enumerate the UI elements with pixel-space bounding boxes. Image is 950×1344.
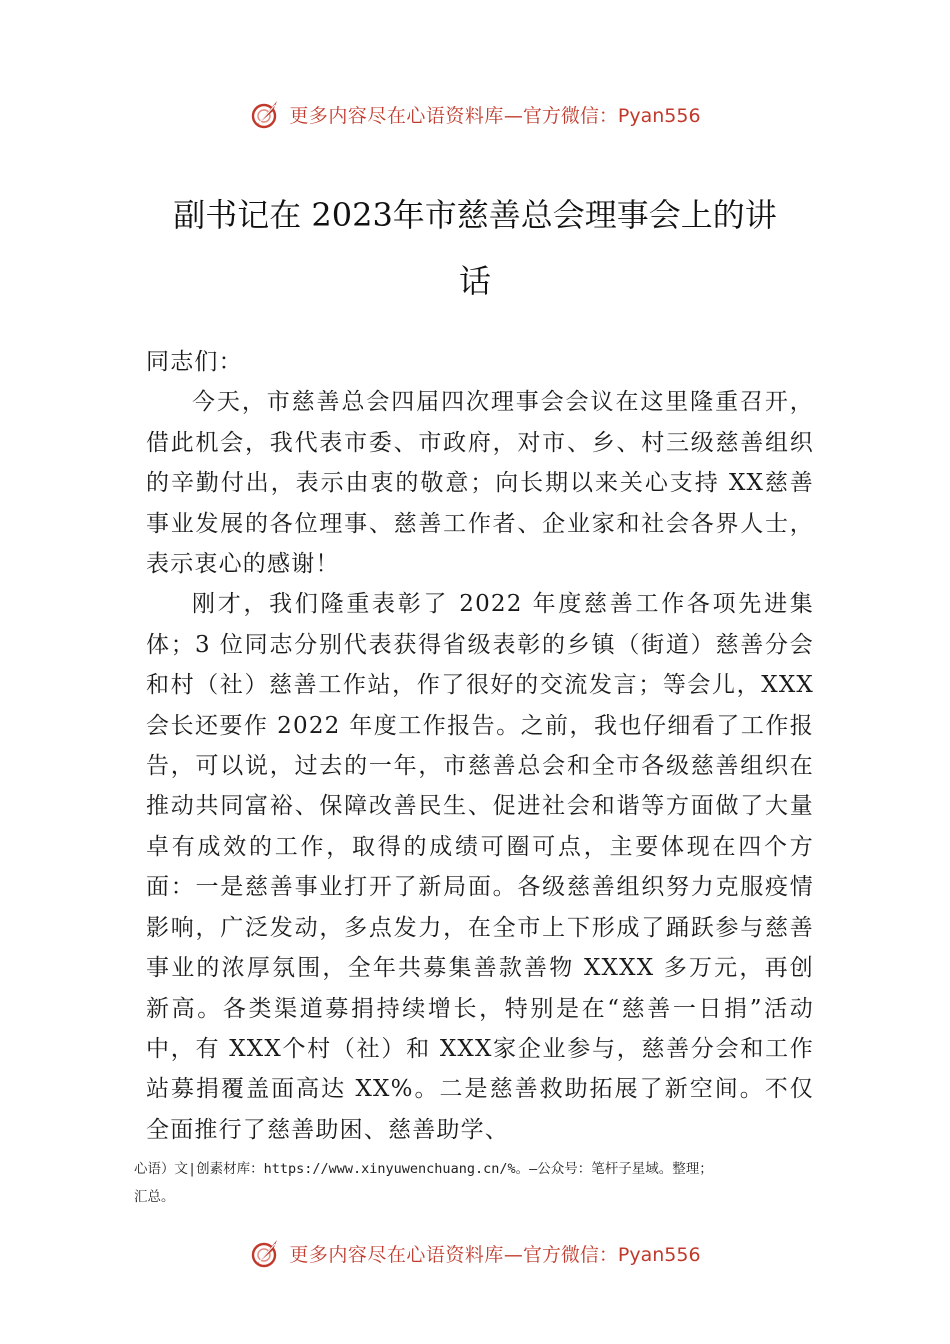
footer-banner — [0, 1233, 950, 1273]
footnote-line-2: 汇总。 — [134, 1189, 175, 1205]
source-footnote — [134, 1155, 834, 1211]
document-title — [120, 182, 830, 314]
footnote-line-1: 心语）文|创素材库：https://www.xinyuwenchuang.cn/%。—公众号：笔杆子星域。整理； — [134, 1161, 713, 1177]
quill-logo-icon — [249, 1236, 283, 1270]
brand-text: 更多内容尽在心语资料库 — [289, 104, 504, 127]
wechat-contact: —官方微信：Pyan556 — [503, 104, 701, 127]
paragraph-1: 今天，市慈善总会四届四次理事会会议在这里隆重召开，借此机会，我代表市委、市政府，对市、乡、村三级慈善组织的辛勤付出，表示由衷的敬意；向长期以来关心支持 XX慈善事业发展的各位理事、慈善工作者、企业家和社会各界人士，表示衷心的感谢！ — [146, 389, 814, 578]
brand-text: 更多内容尽在心语资料库 — [289, 1243, 504, 1266]
title-line-2: 话 — [458, 262, 491, 300]
wechat-contact: —官方微信：Pyan556 — [503, 1243, 701, 1266]
document-body — [146, 342, 814, 1150]
salutation: 同志们： — [146, 349, 243, 375]
header-banner — [0, 94, 950, 134]
paragraph-2: 刚才，我们隆重表彰了 2022 年度慈善工作各项先进集体；3 位同志分别代表获得省级表彰的乡镇（街道）慈善分会和村（社）慈善工作站，作了很好的交流发言；等会儿，XXX 会长还要作 2022 年度工作报告。之前，我也仔细看了工作报告，可以说，过去的一年，市慈善总会和全市各级慈善组织在推动共同富裕、保障改善民生、促进社会和谐等方面做了大量卓有成效的工作，取得的成绩可圈可点，主要体现在四个方面：一是慈善事业打开了新局面。各级慈善组织努力克服疫情影响，广泛发动，多点发力，在全市上下形成了踊跃参与慈善事业的浓厚氛围，全年共募集善款善物 XXXX 多万元，再创新高。各类渠道募捐持续增长，特别是在“慈善一日捐”活动中，有 XXX个村（社）和 XXX家企业参与，慈善分会和工作站募捐覆盖面高达 XX%。二是慈善救助拓展了新空间。不仅全面推行了慈善助困、慈善助学、 — [146, 591, 814, 1143]
quill-logo-icon — [249, 97, 283, 131]
title-line-1: 副书记在 2023年市慈善总会理事会上的讲 — [173, 196, 777, 234]
